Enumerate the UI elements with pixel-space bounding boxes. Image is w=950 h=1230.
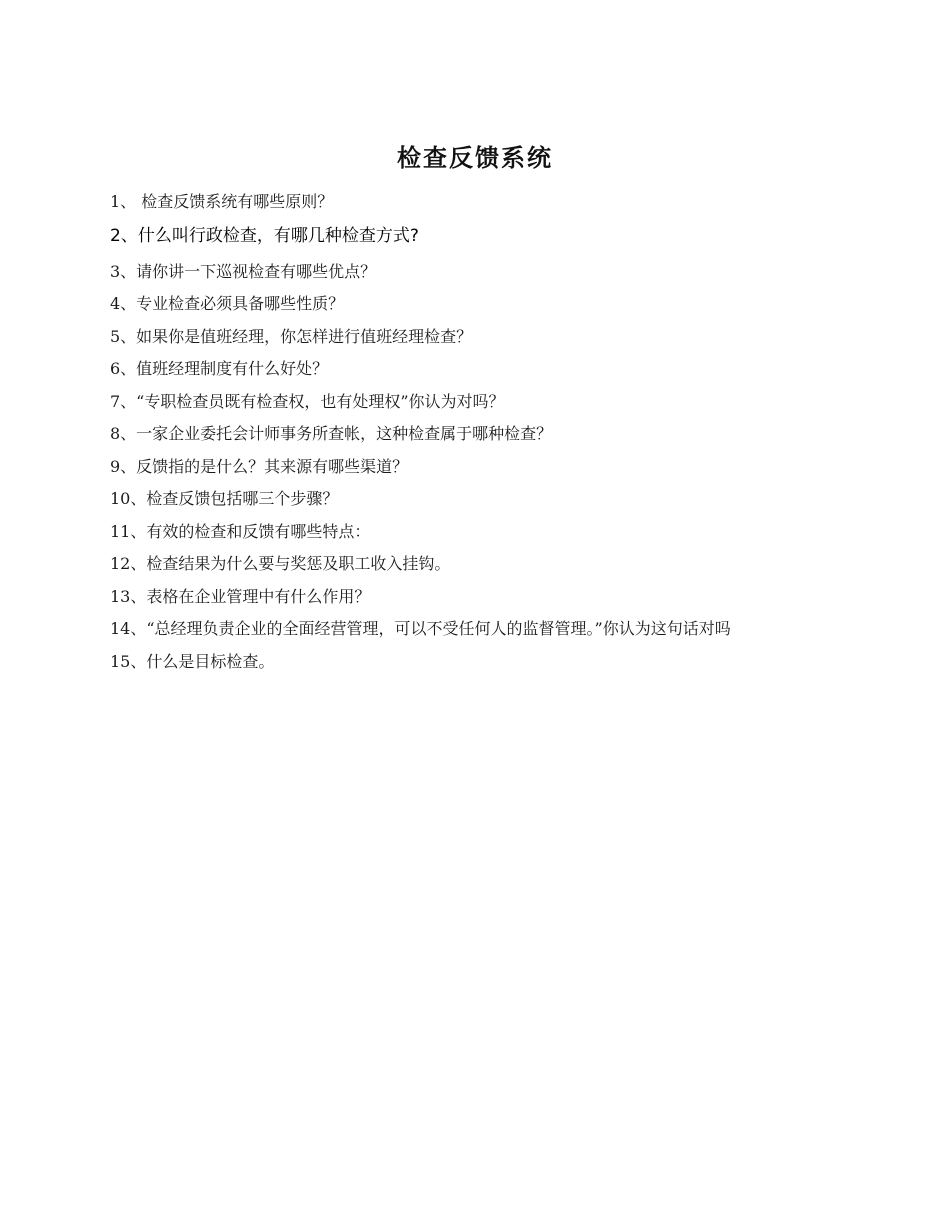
question-item: 14、“总经理负责企业的全面经营管理，可以不受任何人的监督管理。”你认为这句话对吗: [110, 619, 731, 638]
question-item: 12、检查结果为什么要与奖惩及职工收入挂钩。: [110, 554, 451, 573]
question-item: 7、“专职检查员既有检查权，也有处理权”你认为对吗？: [110, 391, 505, 411]
question-item: 2、什么叫行政检查，有哪几种检查方式?: [110, 225, 419, 246]
question-item: 15、什么是目标检查。: [110, 651, 275, 671]
question-item: 10、检查反馈包括哪三个步骤？: [110, 489, 339, 508]
question-item: 13、表格在企业管理中有什么作用？: [110, 586, 371, 606]
question-item: 6、值班经理制度有什么好处？: [110, 359, 329, 378]
question-item: 9、反馈指的是什么？其来源有哪些渠道？: [110, 456, 409, 476]
question-item: 1、 检查反馈系统有哪些原则？: [110, 192, 334, 211]
document-title: 检查反馈系统: [397, 143, 553, 172]
question-item: 3、请你讲一下巡视检查有哪些优点？: [110, 261, 377, 281]
question-item: 8、一家企业委托会计师事务所查帐，这种检查属于哪种检查？: [110, 424, 553, 443]
question-item: 5、如果你是值班经理，你怎样进行值班经理检查？: [110, 326, 473, 346]
question-item: 11、有效的检查和反馈有哪些特点：: [110, 521, 371, 541]
question-list: [110, 190, 910, 682]
question-item: 4、专业检查必须具备哪些性质？: [110, 294, 345, 313]
